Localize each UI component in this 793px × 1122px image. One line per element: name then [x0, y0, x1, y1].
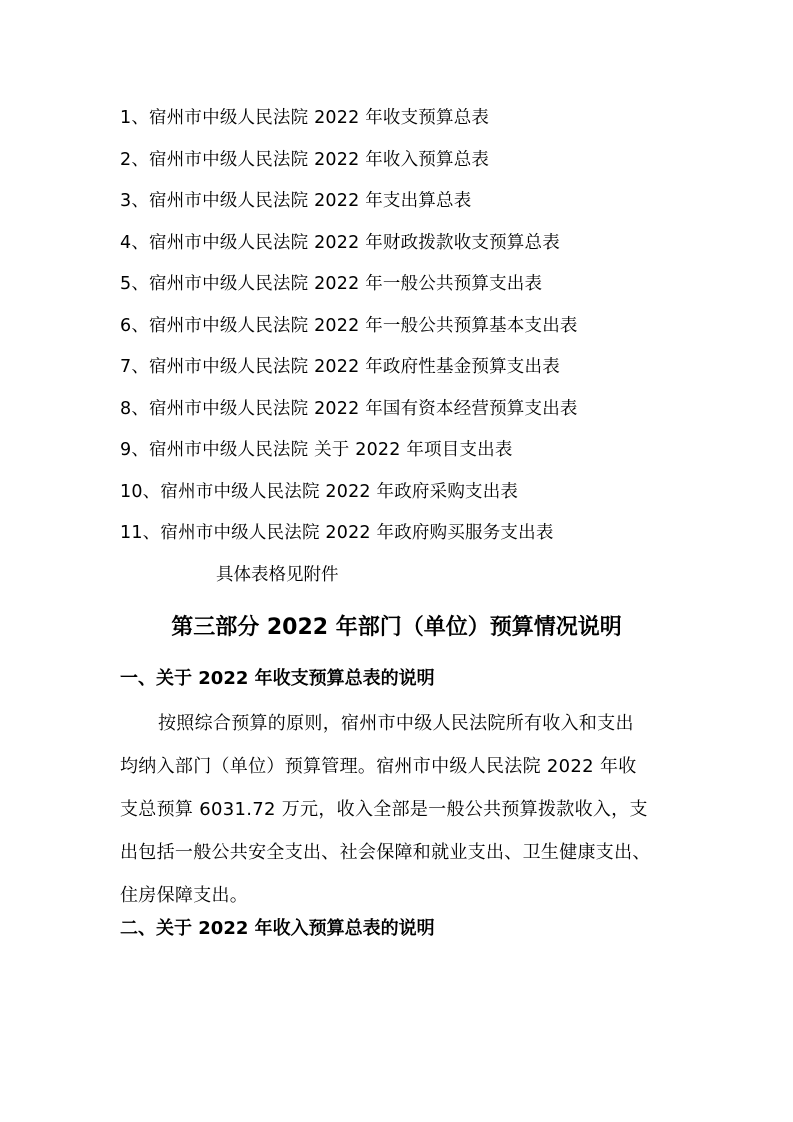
section-1-paragraph-line: 出包括一般公共安全支出、社会保障和就业支出、卫生健康支出、 [120, 842, 651, 863]
section-1-paragraph-line: 均纳入部门（单位）预算管理。宿州市中级人民法院 2022 年收 [120, 756, 637, 777]
part-title: 第三部分 2022 年部门（单位）预算情况说明 [171, 615, 622, 640]
list-item-7: 7、宿州市中级人民法院 2022 年政府性基金预算支出表 [120, 357, 560, 377]
list-item-9: 9、宿州市中级人民法院 关于 2022 年项目支出表 [120, 440, 513, 460]
section-1-paragraph-line: 支总预算 6031.72 万元，收入全部是一般公共预算拨款收入，支 [120, 799, 648, 820]
list-item-3: 3、宿州市中级人民法院 2022 年支出算总表 [120, 191, 472, 211]
section-1-heading: 一、关于 2022 年收支预算总表的说明 [120, 668, 435, 689]
list-item-8: 8、宿州市中级人民法院 2022 年国有资本经营预算支出表 [120, 399, 578, 419]
list-item-1: 1、宿州市中级人民法院 2022 年收支预算总表 [120, 108, 490, 128]
list-item-11: 11、宿州市中级人民法院 2022 年政府购买服务支出表 [120, 523, 554, 543]
list-item-4: 4、宿州市中级人民法院 2022 年财政拨款收支预算总表 [120, 233, 560, 253]
section-2-heading: 二、关于 2022 年收入预算总表的说明 [120, 918, 435, 939]
list-item-2: 2、宿州市中级人民法院 2022 年收入预算总表 [120, 150, 490, 170]
section-1-paragraph-line: 按照综合预算的原则，宿州市中级人民法院所有收入和支出 [158, 713, 634, 734]
list-item-6: 6、宿州市中级人民法院 2022 年一般公共预算基本支出表 [120, 316, 578, 336]
list-item-10: 10、宿州市中级人民法院 2022 年政府采购支出表 [120, 482, 519, 502]
list-item-5: 5、宿州市中级人民法院 2022 年一般公共预算支出表 [120, 274, 543, 294]
attachment-note: 具体表格见附件 [216, 565, 339, 585]
section-1-paragraph-line: 住房保障支出。 [120, 885, 249, 906]
